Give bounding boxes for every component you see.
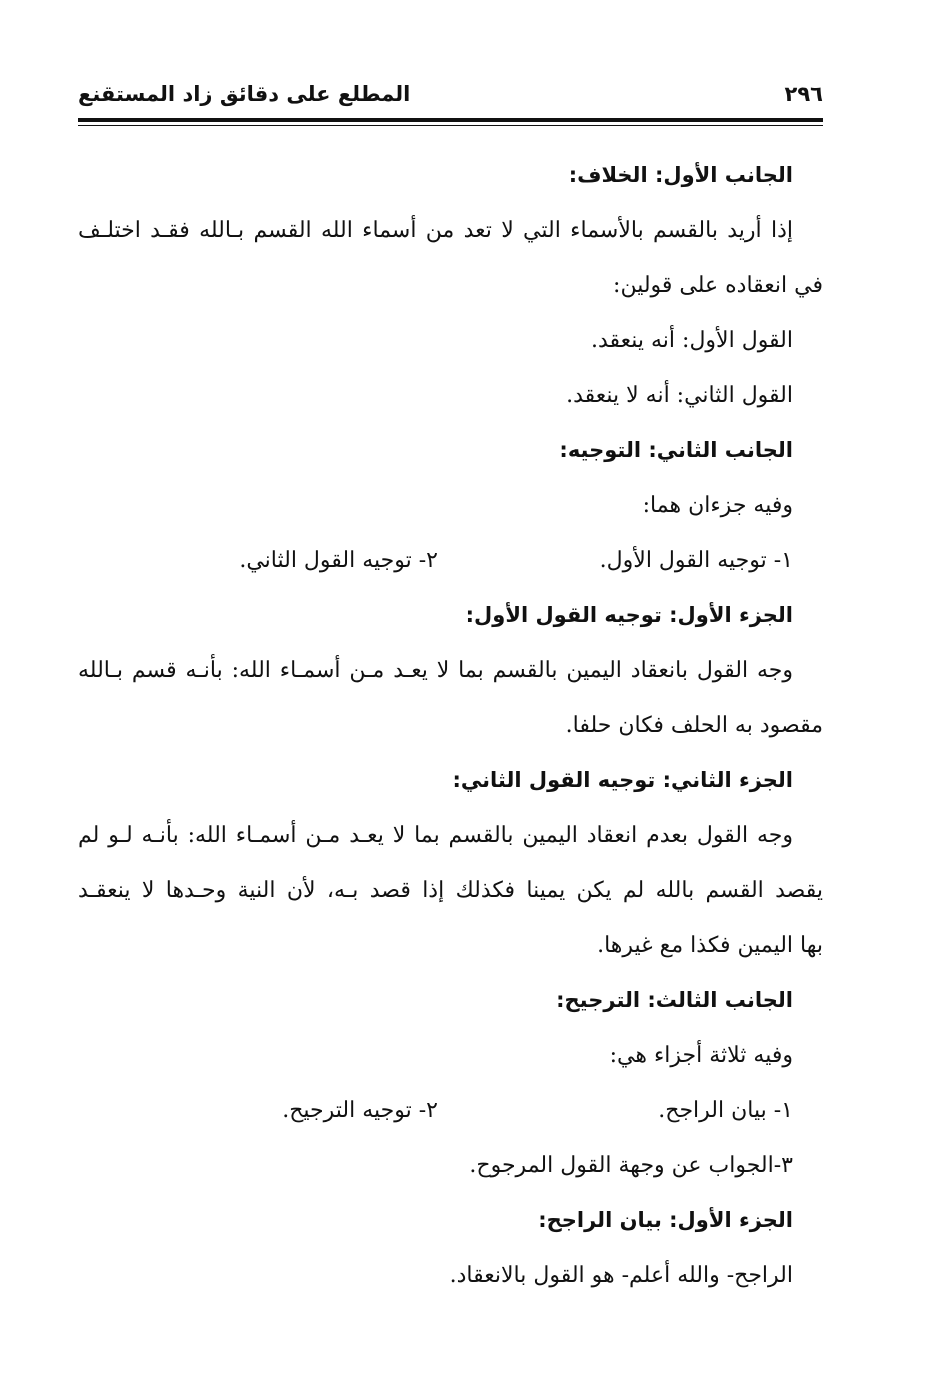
paragraph-line: بها اليمين فكذا مع غيرها. [597, 933, 823, 958]
section-heading-justification: الجانب الثاني: التوجيه: [559, 438, 793, 462]
list-item: ١- بيان الراجح. [658, 1098, 793, 1123]
subsection-heading: الجزء الأول: توجيه القول الأول: [465, 603, 793, 627]
paragraph-line: وجه القول بانعقاد اليمين بالقسم بما لا يعـد مـن أسمـاء الله: بأنـه قسم بـالله [78, 658, 793, 683]
page-number: ٢٩٦ [784, 82, 823, 106]
list-row [78, 533, 793, 588]
header-rule-thick [78, 118, 823, 122]
list-item: ٢- توجيه الترجيح. [282, 1098, 438, 1123]
paragraph-line: وجه القول بعدم انعقاد اليمين بالقسم بما لا يعـد مـن أسمـاء الله: بأنـه لـو لم [78, 823, 793, 848]
paragraph-line: وفيه جزءان هما: [642, 493, 793, 518]
list-row [78, 1083, 793, 1138]
page-header [78, 78, 823, 118]
opinion-first: القول الأول: أنه ينعقد. [590, 328, 793, 353]
paragraph-line: إذا أريد بالقسم بالأسماء التي لا تعد من أسماء الله القسم بـالله فقـد اختلـف [78, 218, 793, 243]
list-item: ١- توجيه القول الأول. [599, 548, 793, 573]
paragraph-line: في انعقاده على قولين: [613, 273, 823, 298]
header-rule-thin [78, 125, 823, 126]
paragraph-line: مقصود به الحلف فكان حلفا. [565, 713, 823, 738]
paragraph-line: وفيه ثلاثة أجزاء هي: [609, 1043, 793, 1068]
opinion-second: القول الثاني: أنه لا ينعقد. [566, 383, 793, 408]
book-title: المطلع على دقائق زاد المستقنع [78, 82, 411, 106]
subsection-heading: الجزء الثاني: توجيه القول الثاني: [452, 768, 793, 792]
section-heading-preference: الجانب الثالث: الترجيح: [556, 988, 793, 1012]
paragraph-line: الراجح- والله أعلم- هو القول بالانعقاد. [449, 1263, 793, 1288]
list-item: ٢- توجيه القول الثاني. [239, 548, 438, 573]
page-body [78, 148, 823, 1303]
section-heading-dispute: الجانب الأول: الخلاف: [568, 163, 793, 187]
list-item: ٣-الجواب عن وجهة القول المرجوح. [469, 1153, 793, 1178]
paragraph-line: يقصد القسم بالله لم يكن يمينا فكذلك إذا قصد بـه، لأن النية وحـدها لا ينعقـد [78, 878, 823, 903]
subsection-heading: الجزء الأول: بيان الراجح: [538, 1208, 793, 1232]
